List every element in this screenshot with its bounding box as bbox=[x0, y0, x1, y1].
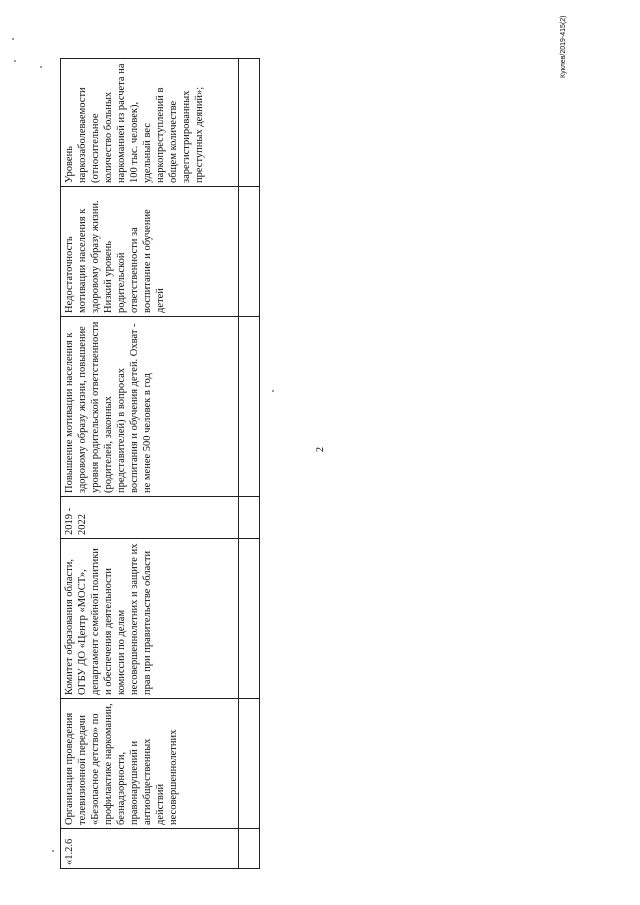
blank-cell bbox=[239, 539, 260, 699]
cell-problem: Недостаточность мотивации населения к здоровому образу жизни. Низкий уровень родительской ответственности за воспитание и обучение детей bbox=[61, 187, 239, 317]
page-number: 2 bbox=[315, 447, 326, 452]
table-row-blank bbox=[239, 59, 260, 869]
measures-table bbox=[60, 58, 260, 869]
cell-result: Повышение мотивации населения к здоровому образу жизни, повышение уровня родительской ответственности (родителей, законных представителей) в вопросах воспитания и обучения детей. Охват - не менее 500 человек в год bbox=[61, 317, 239, 497]
cell-item-number: «1.2.6 bbox=[61, 829, 239, 869]
cell-executors: Комитет образования области, ОГБУ ДО «Центр «МОСТ», департамент семейной политики и обеспечения деятельности комиссии по делам несовершеннолетних и защите их прав при правительстве области bbox=[61, 539, 239, 699]
blank-cell bbox=[239, 829, 260, 869]
blank-cell bbox=[239, 187, 260, 317]
document-code: Куклев/2019-415(2) bbox=[560, 15, 567, 78]
blank-cell bbox=[239, 497, 260, 539]
scan-speck bbox=[272, 390, 274, 392]
scan-speck bbox=[14, 60, 16, 62]
cell-indicator: Уровень наркозаболеваемости (относительное количество больных наркоманией из расчета на 100 тыс. человек), удельный вес наркопреступлений в общем количестве зарегистрированных преступных деяний»; bbox=[61, 59, 239, 187]
scan-speck bbox=[40, 66, 42, 68]
rotated-table-container bbox=[60, 59, 260, 869]
table-row bbox=[61, 59, 239, 869]
blank-cell bbox=[239, 699, 260, 829]
blank-cell bbox=[239, 317, 260, 497]
scan-speck bbox=[12, 38, 14, 40]
blank-cell bbox=[239, 59, 260, 187]
scan-speck bbox=[52, 850, 54, 852]
cell-period: 2019 - 2022 bbox=[61, 497, 239, 539]
cell-event: Организация проведения телевизионной передачи «Безопасное детство» по профилактике наркомании, безнадзорности, правонарушений и антиобщественных действий несовершеннолетних bbox=[61, 699, 239, 829]
